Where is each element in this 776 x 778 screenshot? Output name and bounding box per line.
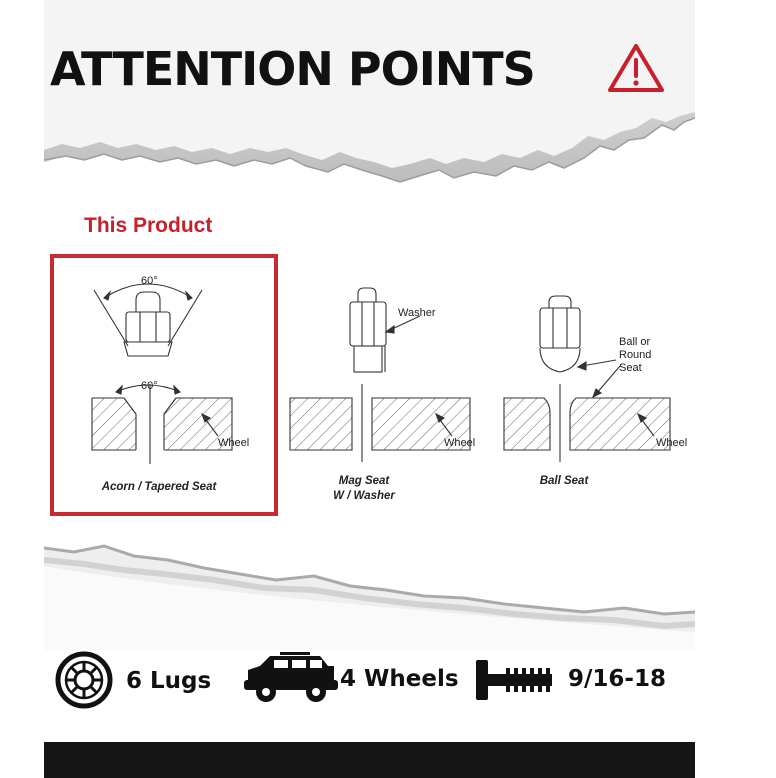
bottom-black-band xyxy=(44,742,695,778)
acorn-seat-caption: Acorn / Tapered Seat xyxy=(101,481,217,493)
mag-seat-caption xyxy=(304,474,424,504)
acorn-seat-diagram xyxy=(92,284,232,464)
lugs-count: 6 Lugs xyxy=(126,668,212,694)
mag-wheel-label: Wheel xyxy=(444,437,476,449)
this-product-label: This Product xyxy=(84,214,213,237)
product-info-page xyxy=(44,0,695,778)
acorn-wheel-label: Wheel xyxy=(218,437,250,449)
mag-seat-caption-line2: W / Washer xyxy=(333,490,395,502)
thread-size: 9/16-18 xyxy=(568,666,666,692)
ball-seat-diagram xyxy=(504,296,670,462)
mag-seat-caption-line1: Mag Seat xyxy=(338,475,390,487)
ball-seat-caption: Ball Seat xyxy=(539,475,589,487)
ball-seat-label-line2: Round xyxy=(619,349,652,361)
bolt-icon xyxy=(476,660,552,700)
ball-seat-label-line1: Ball or xyxy=(619,336,651,348)
wheel-rim-icon xyxy=(58,654,110,706)
torn-paper-header xyxy=(44,0,695,210)
warning-triangle-icon xyxy=(606,42,666,94)
ball-wheel-label: Wheel xyxy=(656,437,688,449)
torn-paper-footer xyxy=(44,540,695,650)
ball-seat-label-line3: Seat xyxy=(619,362,642,374)
page-title: ATTENTION POINTS xyxy=(50,42,535,96)
mag-washer-label: Washer xyxy=(398,307,436,319)
acorn-angle-top-label: 60° xyxy=(141,275,158,287)
suv-icon xyxy=(244,652,338,702)
wheels-count: 4 Wheels xyxy=(340,666,459,692)
mag-seat-diagram xyxy=(290,288,470,462)
acorn-angle-bottom-label: 60° xyxy=(141,380,158,392)
